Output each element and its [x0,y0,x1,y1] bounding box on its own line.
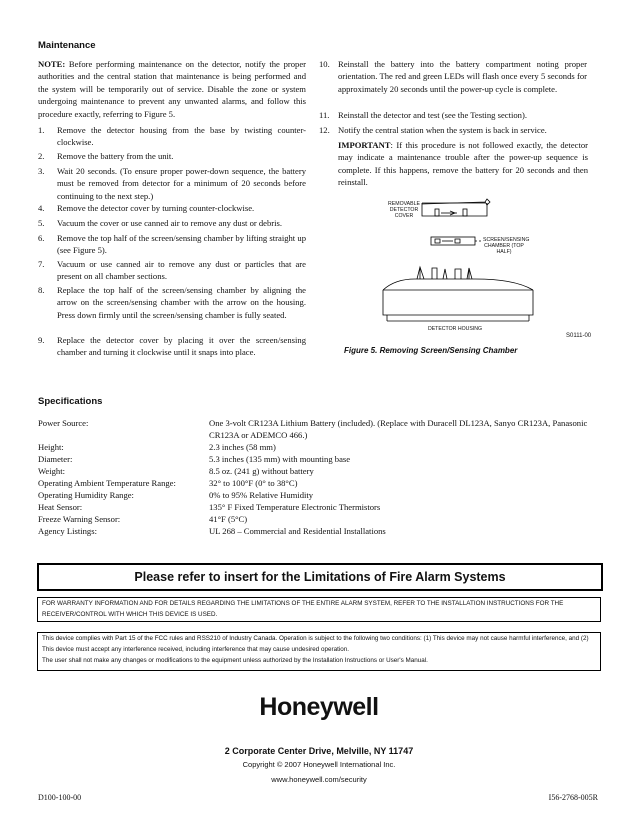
fcc-text-1: This device complies with Part 15 of the FCC rules and RSS210 of Industry Canada. Operation is subject to the following two conditions: (1) This device may not cause harmful interference, and (2) This device must accept any interference received, including interference that may cause undesired operation. [42,635,589,653]
spec-label: Heat Sensor: [38,502,83,512]
doc-code-left: D100-100-00 [38,793,82,802]
warranty-box [37,597,601,622]
spec-value: 8.5 oz. (241 g) without battery [209,466,314,476]
step-text: Remove the detector housing from the base by twisting counter-clockwise. [57,125,306,148]
spec-value: 2.3 inches (58 mm) [209,442,276,452]
spec-value: 0% to 95% Relative Humidity [209,490,314,500]
important-label: IMPORTANT [338,140,391,150]
step-text: Remove the top half of the screen/sensing chamber by lifting straight up (see Figure 5). [57,233,306,256]
step-number: 10. [319,59,330,69]
step-text: Reinstall the detector and test (see the Testing section). [338,110,527,120]
step-number: 11. [319,110,330,120]
step-number: 5. [38,218,45,228]
spec-label: Power Source: [38,418,89,428]
step-text: Wait 20 seconds. (To ensure proper power-down sequence, the battery must be removed from detector for a minimum of 20 seconds before continuing to the next step.) [57,166,306,201]
step-text: Vacuum or use canned air to remove any dust or particles that are present on all chamber sections. [57,259,306,282]
limitations-banner [37,563,603,591]
note-label: NOTE: [38,59,66,69]
copyright: Copyright © 2007 Honeywell International Inc. [242,760,396,769]
note-text: Before performing maintenance on the detector, notify the proper authorities and the central station that maintenance is being performed and the system will be temporarily out of service. Disable the zone or system undergoing maintenance to prevent any unwanted alarms, and follow this procedure exactly, referring to Figure 5. [38,59,306,119]
step-text: Replace the top half of the screen/sensing chamber by aligning the arrow on the screen/sensing chamber with the arrow on the housing. Press down firmly until the screen/sensing chamber is fully seated. [57,285,306,320]
spec-value: UL 268 – Commercial and Residential Installations [209,526,386,536]
spec-label: Weight: [38,466,65,476]
step-number: 12. [319,125,330,135]
honeywell-logo: Honeywell [259,693,379,721]
step-number: 6. [38,233,45,243]
figure-5-diagram [375,195,610,345]
maintenance-heading: Maintenance [38,40,96,51]
company-address: 2 Corporate Center Drive, Melville, NY 11747 [224,746,414,756]
step-number: 3. [38,166,45,176]
important-text: : If this procedure is not followed exactly, the detector may indicate a maintenance trouble after the power-up sequence is complete. If this happens, remove the battery for 20 seconds and then reinstall. [338,140,588,188]
spec-label: Agency Listings: [38,526,97,536]
limitations-text: Please refer to insert for the Limitations of Fire Alarm Systems [134,570,506,584]
step-number: 2. [38,151,45,161]
fcc-box [37,632,601,671]
figure-code: S0111-00 [566,333,592,339]
step-number: 1. [38,125,45,135]
label-detector-cover: REMOVABLE DETECTOR COVER [388,201,420,219]
spec-label: Freeze Warning Sensor: [38,514,121,524]
step-text: Remove the detector cover by turning counter-clockwise. [57,203,255,213]
step-number: 8. [38,285,45,295]
step-number: 7. [38,259,45,269]
step-text: Reinstall the battery into the battery compartment noting proper orientation. The red and green LEDs will flash once every 5 seconds for approximately 20 seconds until the power-up cycle is complete. [338,59,587,94]
warranty-text: FOR WARRANTY INFORMATION AND FOR DETAILS REGARDING THE LIMITATIONS OF THE ENTIRE ALARM SYSTEM, REFER TO THE INSTALLATION INSTRUCTIONS FOR THE RECEIVER/CONTROL WITH WHICH THIS DEVICE IS USED. [42,600,564,618]
step-text: Replace the detector cover by placing it over the screen/sensing chamber and turning it clockwise until it snaps into place. [57,335,306,358]
spec-value: 5.3 inches (135 mm) with mounting base [209,454,351,464]
step-number: 9. [38,335,45,345]
spec-value: One 3-volt CR123A Lithium Battery (included). (Replace with Duracell DL123A, Sanyo CR123A, Panasonic CR123A or ADEMCO 466.) [209,418,588,440]
figure-caption: Figure 5. Removing Screen/Sensing Chamber [344,346,518,355]
spec-value: 32° to 100°F (0° to 38°C) [209,478,298,488]
step-number: 4. [38,203,45,213]
step-text: Vacuum the cover or use canned air to remove any dust or debris. [57,218,283,228]
spec-label: Height: [38,442,64,452]
website-link[interactable]: www.honeywell.com/security [271,775,367,784]
spec-label: Diameter: [38,454,73,464]
spec-value: 41°F (5°C) [209,514,248,524]
label-sensing-chamber: SCREEN/SENSING CHAMBER (TOP HALF) [483,237,530,255]
specifications-heading: Specifications [38,396,103,407]
maintenance-note [38,58,306,120]
step-text: Remove the battery from the unit. [57,151,174,161]
spec-label: Operating Humidity Range: [38,490,134,500]
step-text: Notify the central station when the system is back in service. [338,125,547,135]
label-detector-housing: DETECTOR HOUSING [427,326,483,332]
important-note [338,139,588,189]
fcc-text-2: The user shall not make any changes or modifications to the equipment unless authorized by the Installation Instructions or User's Manual. [42,657,428,664]
spec-label: Operating Ambient Temperature Range: [38,478,176,488]
doc-code-right: I56-2768-005R [548,793,598,802]
spec-value: 135° F Fixed Temperature Electronic Thermistors [209,502,381,512]
